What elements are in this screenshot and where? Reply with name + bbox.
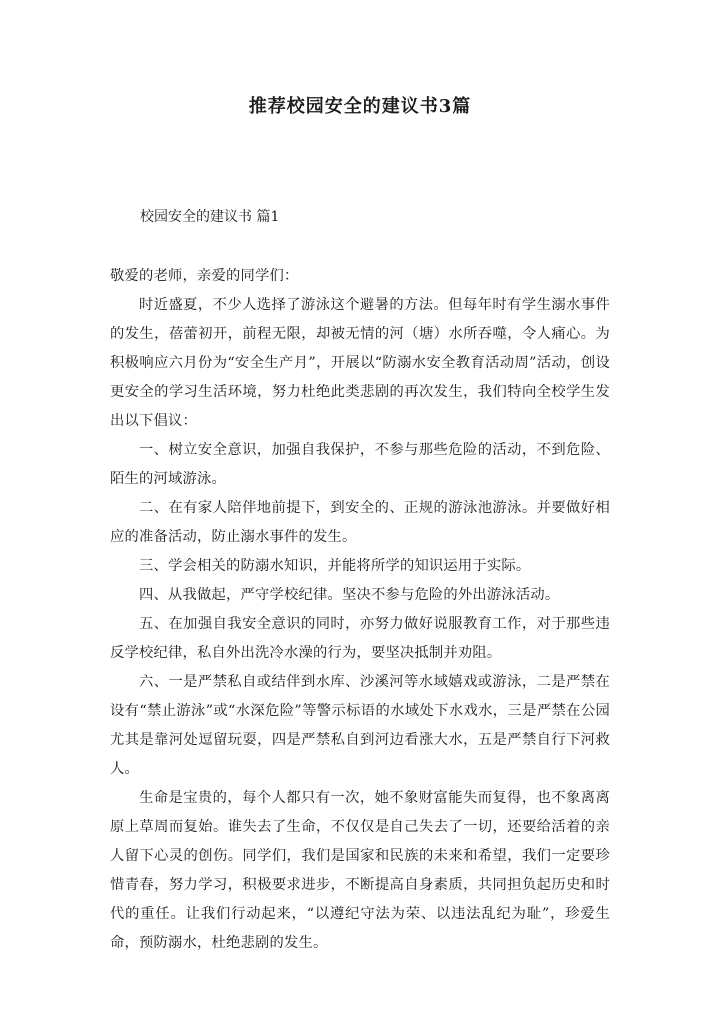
paragraph-item-3: 三、学会相关的防溺水知识，并能将所学的知识运用于实际。: [139, 558, 531, 574]
paragraph-item-2: 二、在有家人陪伴地前提下，到安全的、正规的游泳池游泳。并要做好相应的准备活动，防止溺水事件的发生。: [110, 500, 610, 545]
document-title: 推荐校园安全的建议书3篇: [248, 96, 472, 117]
paragraph-intro: 时近盛夏，不少人选择了游泳这个避暑的方法。但每年时有学生溺水事件的发生，蓓蕾初开，前程无限，却被无情的河（塘）水所吞噬，令人痛心。为积极响应六月份为“安全生产月”，开展以“防溺水安全教育活动周”活动，创设更安全的学习生活环境，努力杜绝此类悲剧的再次发生，我们特向全校学生发出以下倡议：: [110, 297, 610, 429]
section-heading: 校园安全的建议书 篇1: [140, 209, 280, 225]
paragraph-item-4: 四、从我做起，严守学校纪律。坚决不参与危险的外出游泳活动。: [139, 587, 560, 603]
document-body: [110, 262, 610, 958]
salutation: 敬爱的老师，亲爱的同学们：: [110, 268, 299, 284]
paragraph-item-1: 一、树立安全意识，加强自我保护，不参与那些危险的活动，不到危险、陌生的河域游泳。: [110, 442, 610, 487]
paragraph-item-6: 六、一是严禁私自或结伴到水库、沙溪河等水域嬉戏或游泳，二是严禁在设有“禁止游泳”或“水深危险”等警示标语的水域处下水戏水，三是严禁在公园尤其是靠河处逗留玩耍，四是严禁私自到河边看涨大水，五是严禁自行下河救人。: [110, 674, 610, 777]
paragraph-item-5: 五、在加强自我安全意识的同时，亦努力做好说服教育工作，对于那些违反学校纪律，私自外出洗冷水澡的行为，要坚决抵制并劝阻。: [110, 616, 610, 661]
paragraph-closing: 生命是宝贵的，每个人都只有一次，她不象财富能失而复得，也不象离离原上草周而复始。谁失去了生命，不仅仅是自己失去了一切，还要给活着的亲人留下心灵的创伤。同学们，我们是国家和民族的未来和希望，我们一定要珍惜青春，努力学习，积极要求进步，不断提高自身素质，共同担负起历史和时代的重任。让我们行动起来，“以遵纪守法为荣、以违法乱纪为耻”，珍爱生命，预防溺水，杜绝悲剧的发生。: [110, 790, 610, 951]
